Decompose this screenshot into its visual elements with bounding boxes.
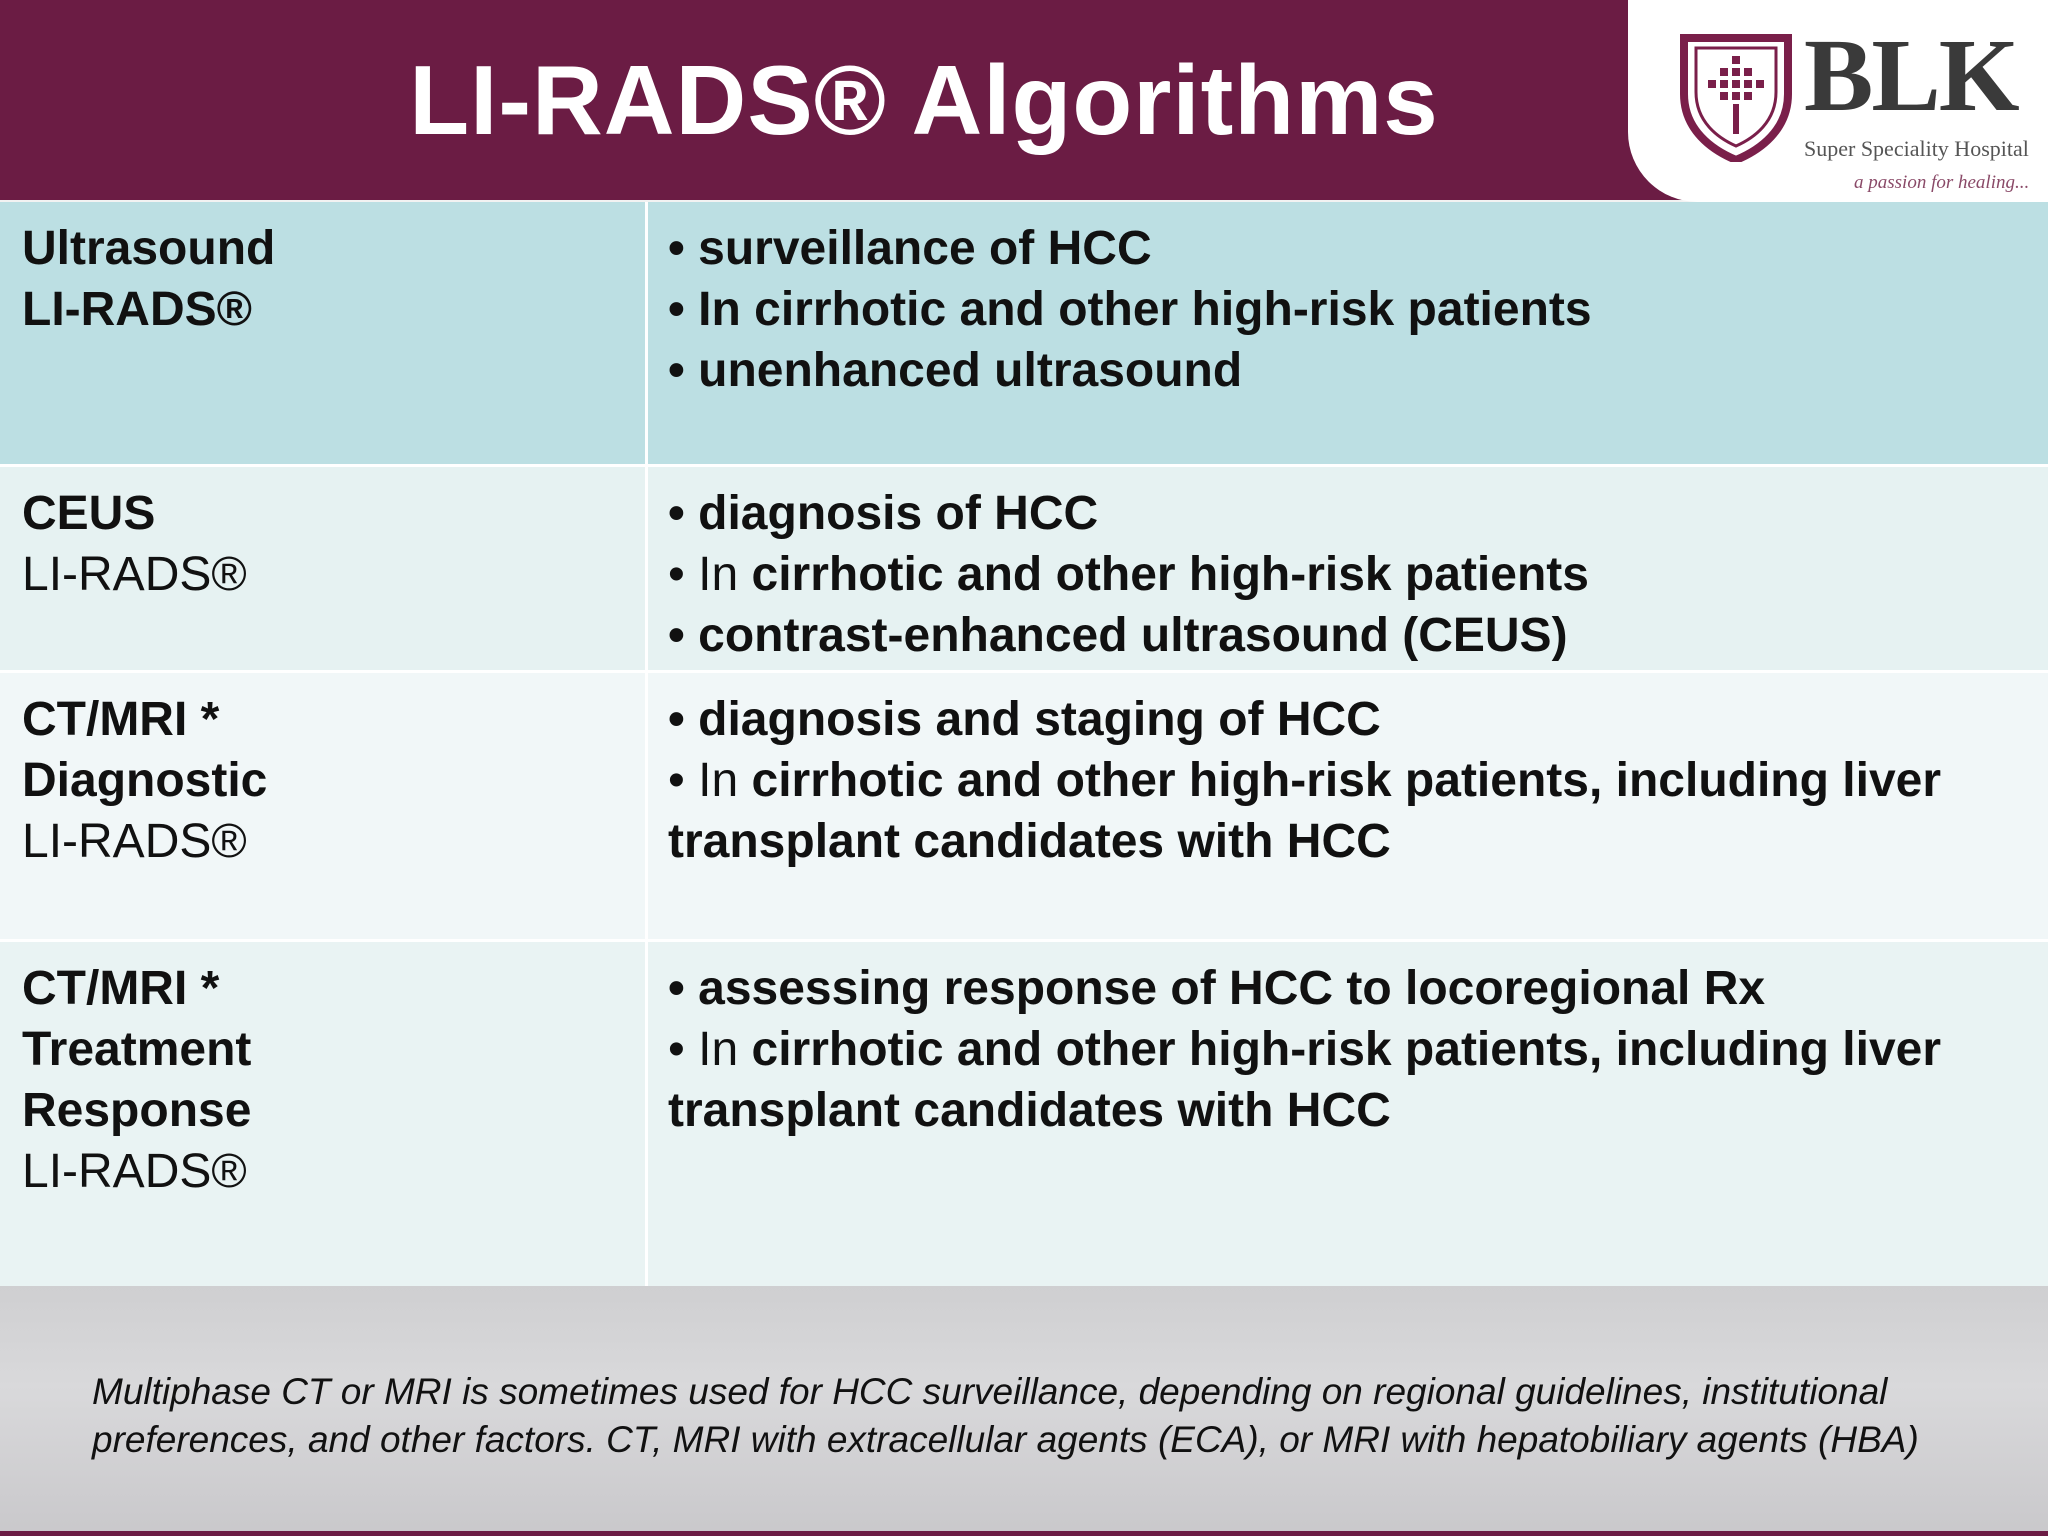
row-label-line: Response xyxy=(22,1084,252,1137)
table-row xyxy=(0,202,2048,464)
footnote-text: Multiphase CT or MRI is sometimes used for HCC surveillance, depending on regional guidelines, institutional preferences, and other factors. CT, MRI with extracellular agents (ECA), or MRI with hepatobiliary agents (HBA) xyxy=(92,1371,1919,1460)
row-divider xyxy=(0,939,2048,942)
row-divider xyxy=(0,670,2048,673)
bullet-emphasis: cirrhotic and other high-risk patients, including liver transplant candidates with HCC xyxy=(668,1023,1942,1137)
table-row xyxy=(0,673,2048,939)
bullet-prefix: • In xyxy=(668,1023,752,1076)
row-label-line: LI-RADS® xyxy=(22,815,247,868)
bullet-emphasis: cirrhotic and other high-risk patients, including liver transplant candidates with HCC xyxy=(668,754,1942,868)
row-divider xyxy=(0,464,2048,467)
row-label-line: LI-RADS® xyxy=(22,548,247,601)
footer-accent-bar xyxy=(0,1531,2048,1536)
row-label-line: LI-RADS® xyxy=(22,283,253,336)
slide-header xyxy=(0,0,2048,200)
row-label-cell xyxy=(0,202,645,464)
row-label-cell xyxy=(0,673,645,939)
footnote-panel xyxy=(0,1286,2048,1536)
bullet-item: • surveillance of HCC xyxy=(668,222,1152,275)
bullet-emphasis: cirrhotic and other high-risk patients xyxy=(751,548,1589,601)
bullet-item xyxy=(668,1019,2038,1141)
bullet-item: • contrast-enhanced ultrasound (CEUS) xyxy=(668,609,1568,662)
bullet-item xyxy=(668,750,2038,872)
row-description-cell xyxy=(648,673,2048,939)
row-label-cell xyxy=(0,467,645,670)
table-row xyxy=(0,467,2048,670)
row-label-line: CT/MRI * xyxy=(22,693,220,746)
row-label-line: Ultrasound xyxy=(22,222,276,275)
row-label-cell xyxy=(0,942,645,1286)
row-description-cell xyxy=(648,942,2048,1286)
hospital-logo xyxy=(1628,0,2048,202)
logo-wordmark: BLK xyxy=(1804,18,2018,133)
row-description-cell xyxy=(648,467,2048,670)
row-label-line: LI-RADS® xyxy=(22,1145,247,1198)
bullet-item: • diagnosis and staging of HCC xyxy=(668,693,1381,746)
row-label-line: CT/MRI * xyxy=(22,962,220,1015)
row-label-line: Treatment xyxy=(22,1023,252,1076)
shield-icon xyxy=(1680,34,1792,162)
row-label-line: CEUS xyxy=(22,487,156,540)
bullet-prefix: • In xyxy=(668,548,752,601)
bullet-item xyxy=(668,544,2038,605)
row-description-cell xyxy=(648,202,2048,464)
logo-tagline: a passion for healing... xyxy=(1854,172,2030,193)
logo-subtitle: Super Speciality Hospital xyxy=(1804,136,2029,161)
table-row xyxy=(0,942,2048,1286)
bullet-item: • assessing response of HCC to locoregional Rx xyxy=(668,962,1766,1015)
bullet-item: • In cirrhotic and other high-risk patients xyxy=(668,283,1592,336)
bullet-prefix: • In xyxy=(668,754,752,807)
slide-title: LI-RADS® Algorithms xyxy=(409,45,1439,155)
bullet-item: • unenhanced ultrasound xyxy=(668,344,1243,397)
bullet-item: • diagnosis of HCC xyxy=(668,487,1099,540)
row-label-line: Diagnostic xyxy=(22,754,268,807)
